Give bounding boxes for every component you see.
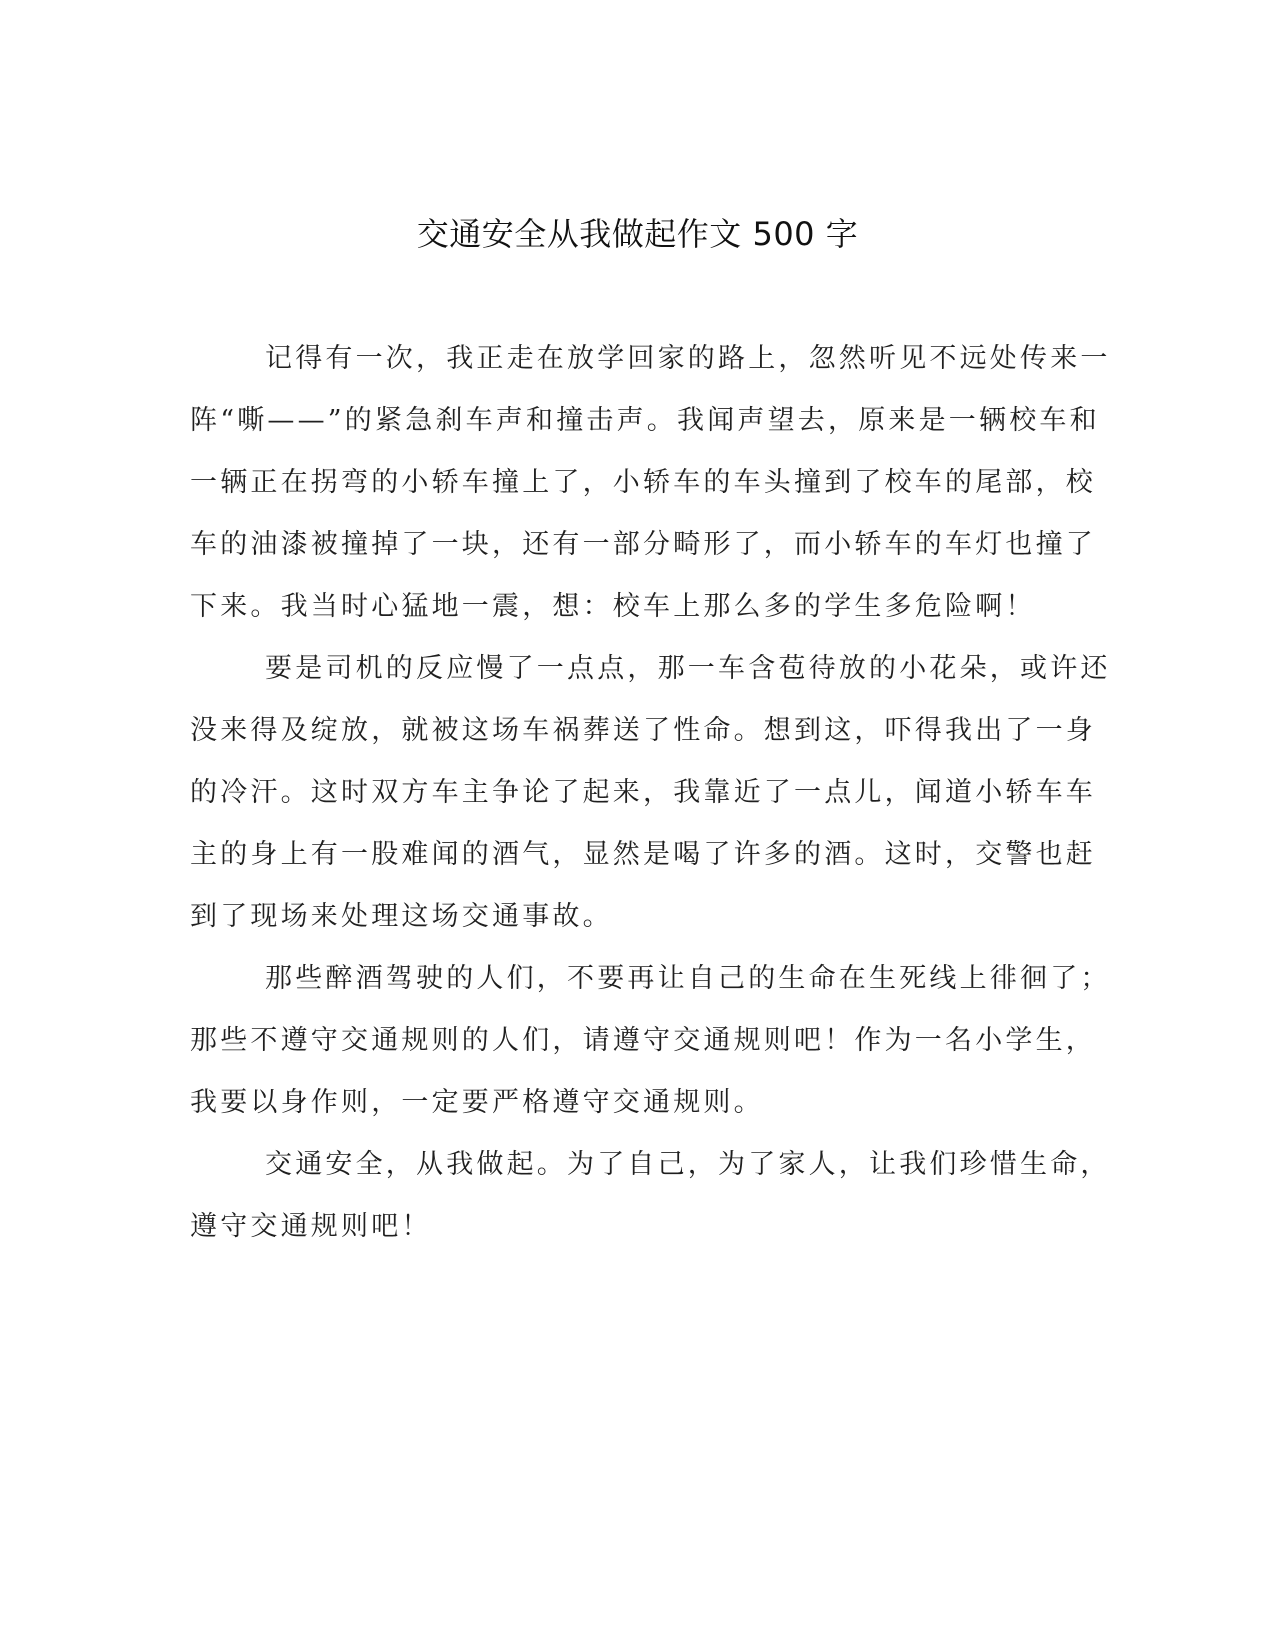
text-line: 遵守交通规则吧！ <box>190 1211 432 1242</box>
text-line: 要是司机的反应慢了一点点，那一车含苞待放的小花朵，或许还 <box>265 653 1111 684</box>
text-line: 交通安全，从我做起。为了自己，为了家人，让我们珍惜生命， <box>265 1149 1111 1180</box>
paragraph-3 <box>190 948 1111 1134</box>
text-line: 阵“嘶——”的紧急刹车声和撞击声。我闻声望去，原来是一辆校车和 <box>190 405 1100 436</box>
text-line: 一辆正在拐弯的小轿车撞上了，小轿车的车头撞到了校车的尾部，校 <box>190 467 1096 498</box>
article-body <box>190 328 1111 1258</box>
text-line: 那些醉酒驾驶的人们，不要再让自己的生命在生死线上徘徊了； <box>265 963 1111 994</box>
text-line: 记得有一次，我正走在放学回家的路上，忽然听见不远处传来一 <box>265 343 1111 374</box>
page-title: 交通安全从我做起作文 500 字 <box>416 215 859 253</box>
text-line: 车的油漆被撞掉了一块，还有一部分畸形了，而小轿车的车灯也撞了 <box>190 529 1096 560</box>
text-line: 的冷汗。这时双方车主争论了起来，我靠近了一点儿，闻道小轿车车 <box>190 777 1096 808</box>
paragraph-2 <box>190 638 1111 948</box>
paragraph-1 <box>190 328 1111 638</box>
text-line: 主的身上有一股难闻的酒气，显然是喝了许多的酒。这时，交警也赶 <box>190 839 1096 870</box>
text-line: 没来得及绽放，就被这场车祸葬送了性命。想到这，吓得我出了一身 <box>190 715 1096 746</box>
text-line: 那些不遵守交通规则的人们，请遵守交通规则吧！作为一名小学生， <box>190 1025 1096 1056</box>
paragraph-4 <box>190 1134 1111 1258</box>
text-line: 我要以身作则，一定要严格遵守交通规则。 <box>190 1087 764 1118</box>
text-line: 下来。我当时心猛地一震，想：校车上那么多的学生多危险啊！ <box>190 591 1036 622</box>
text-line: 到了现场来处理这场交通事故。 <box>190 901 613 932</box>
